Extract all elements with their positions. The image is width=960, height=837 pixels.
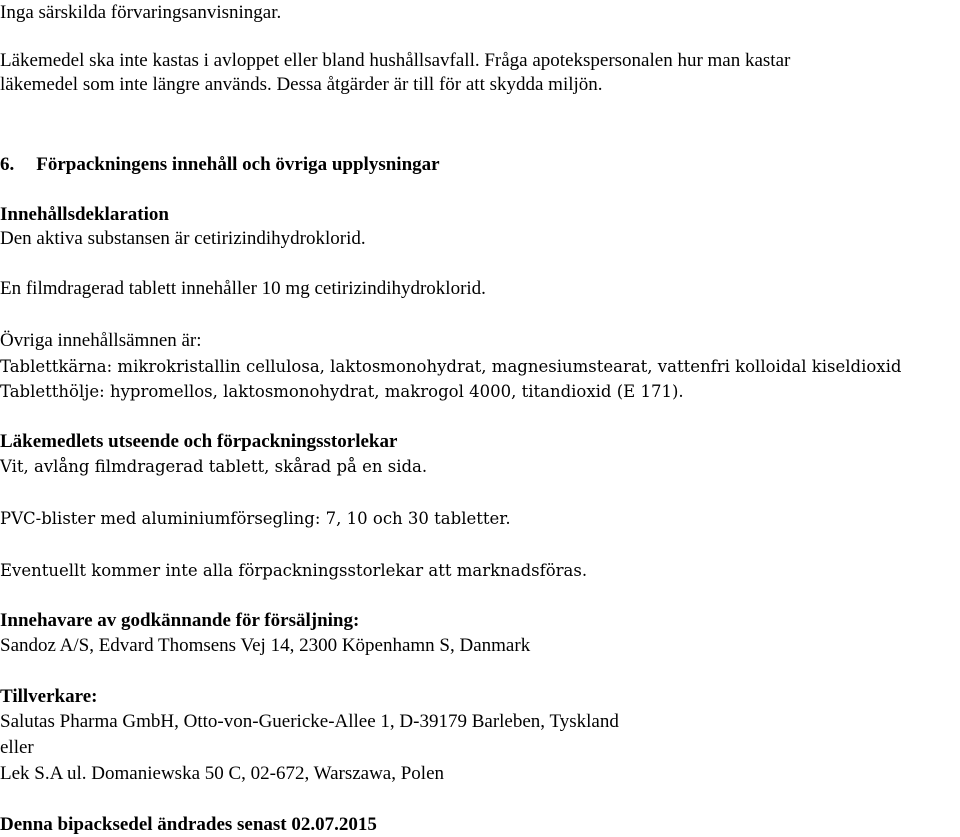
holder-heading: Innehavare av godkännande för försäljning: — [0, 610, 360, 631]
appearance-heading: Läkemedlets utseende och förpackningsstorlekar — [0, 431, 398, 452]
pack-sizes-text: PVC-blister med aluminiumförsegling: 7, 10 och 30 tabletter. — [0, 509, 511, 528]
tablet-core-text: Tablettkärna: mikrokristallin cellulosa, laktosmonohydrat, magnesiumstearat, vattenfri kolloidal kiseldioxid — [0, 357, 902, 376]
manufacturer-address-1: Salutas Pharma GmbH, Otto-von-Guericke-Allee 1, D-39179 Barleben, Tyskland — [0, 711, 619, 732]
declaration-heading: Innehållsdeklaration — [0, 204, 169, 225]
section-6-heading — [0, 153, 440, 177]
manufacturer-or: eller — [0, 737, 34, 758]
other-ingredients-heading: Övriga innehållsämnen är: — [0, 330, 202, 351]
active-substance-text: Den aktiva substansen är cetirizindihydroklorid. — [0, 228, 366, 249]
section-number: 6. — [0, 154, 15, 175]
manufacturer-heading: Tillverkare: — [0, 686, 98, 707]
manufacturer-address-2: Lek S.A ul. Domaniewska 50 C, 02-672, Warszawa, Polen — [0, 763, 445, 784]
section-title: Förpackningens innehåll och övriga upplysningar — [36, 154, 440, 175]
storage-note: Inga särskilda förvaringsanvisningar. — [0, 2, 282, 23]
disposal-text-line-1: Läkemedel ska inte kastas i avloppet eller bland hushållsavfall. Fråga apotekspersonalen hur man kastar — [0, 50, 791, 71]
tablet-coating-text: Tabletthölje: hypromellos, laktosmonohydrat, makrogol 4000, titandioxid (E 171). — [0, 382, 684, 401]
holder-address: Sandoz A/S, Edvard Thomsens Vej 14, 2300 Köpenhamn S, Danmark — [0, 635, 531, 656]
tablet-content-text: En filmdragerad tablett innehåller 10 mg cetirizindihydroklorid. — [0, 278, 486, 299]
marketing-note-text: Eventuellt kommer inte alla förpackningsstorlekar att marknadsföras. — [0, 561, 588, 580]
revision-date: Denna bipacksedel ändrades senast 02.07.2015 — [0, 814, 377, 835]
disposal-text-line-2: läkemedel som inte längre används. Dessa åtgärder är till för att skydda miljön. — [0, 74, 603, 95]
appearance-text: Vit, avlång filmdragerad tablett, skårad på en sida. — [0, 457, 428, 476]
